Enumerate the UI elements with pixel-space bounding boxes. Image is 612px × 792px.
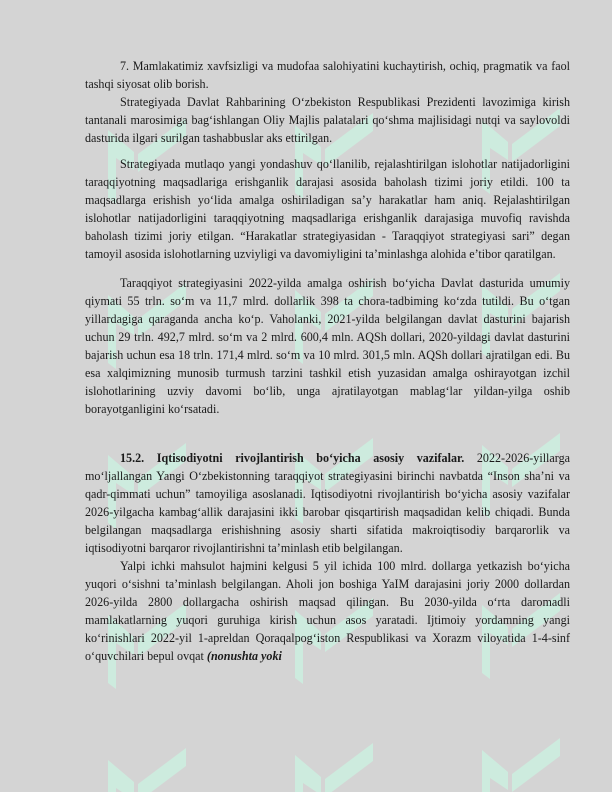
section-15-2-intro	[85, 449, 570, 557]
paragraph-state-program-2022: Taraqqiyot strategiyasini 2022-yilda amalga oshirish bo‘yicha Davlat dasturida umumiy qiymati 55 trln. so‘m va 11,7 mlrd. dollarlik 398 ta chora-tadbiming ko‘zda tutildi. Bu o‘tgan yillardagiga qaraganda ancha ko‘p. Vaholanki, 2021-yilda belgilangan davlat dasturini bajarish uchun 29 trln. 492,7 mlrd. so‘m va 2 mlrd. 600,4 mln. AQSh dollari, 2020-yildagi davlat dasturini bajarish uchun esa 18 trln. 171,4 mlrd. so‘m va 10 mlrd. 301,5 mln. AQSh dollari ajratilgan edi. Bu esa xalqimizning munosib turmush tarzini tashkil etish yuzasidan amalga oshirayotgan izchil islohotlarining uzviy davomi bo‘lib, unga ajratilayotgan mablag‘lar yildan-yilga oshib borayotganligini ko‘rsatadi.	[85, 276, 570, 416]
document-body	[85, 57, 570, 665]
paragraph-item-7: 7. Mamlakatimiz xavfsizligi va mudofaa salohiyatini kuchaytirish, ochiq, pragmatik va faol tashqi siyosat olib borish.	[85, 59, 570, 91]
paragraph-strategy-speech: Strategiyada Davlat Rahbarining O‘zbekiston Respublikasi Prezidenti lavozimiga kirish tantanali marosimiga bag‘ishlangan Oliy Majlis palatalari qo‘shma majlisidagi nutqi va saylovoldi dasturida ilgari surilgan tashabbuslar aks ettirilgan.	[85, 95, 570, 145]
paragraph-gdp-text: Yalpi ichki mahsulot hajmini kelgusi 5 yil ichida 100 mlrd. dollarga yetkazish bo‘yicha yuqori o‘sishni ta’minlash belgilangan. Aholi jon boshiga YaIM darajasini joriy 2000 dollardan 2026-yilda 2800 dollargacha oshirish maqsad qilingan. Bu 2030-yilda o‘rta daromadli mamlakatlarning yuqori guruhiga kirish uchun asos yaratadi. Ijtimoiy yordamning yangi ko‘rinishlari 2022-yil 1-apreldan Qoraqalpog‘iston Respublikasi va Xorazm viloyatida 1-4-sinf o‘quvchilari bepul ovqat	[85, 559, 570, 663]
paragraph-gdp-growth	[85, 557, 570, 665]
paragraph-new-approach: Strategiyada mutlaqo yangi yondashuv qo‘llanilib, rejalashtirilgan islohotlar natijadorligini taraqqiyotning maqsadlariga erishganlik darajasi asosida baholash tizimi joriy etildi. 100 ta maqsadlarga erishish yo‘lida amalga oshiriladigan sa’y harakatlar ham aniq. Rejalashtirilgan islohotlar natijadorligini taraqqiyotning maqsadlariga erishganlik darajasiga muvofiq ravishda baholash tizimi joriy etilgan. “Harakatlar strategiyasidan - Taraqqiyot strategiyasi sari” degan tamoyil asosida islohotlarning uzviyligi va davomiyligini ta’minlashga alohida e’tibor qaratilgan.	[85, 157, 570, 261]
paragraph-gdp-ending: (nonushta yoki	[206, 649, 282, 663]
section-heading: 15.2. Iqtisodiyotni rivojlantirish bo‘yicha asosiy vazifalar.	[120, 451, 465, 465]
section-intro-text: 2022-2026-yillarga mo‘ljallangan Yangi O‘zbekistonning taraqqiyot strategiyasini birinchi navbatda “Inson sha’ni va qadr-qimmati uchun” tamoyiliga asoslanadi. Iqtisodiyotni rivojlantirish bo‘yicha asosiy vazifalar 2026-yilgacha kambag‘allik darajasini ikki barobar qisqartirish maqsadidan kelib chiqadi. Bunda belgilangan maqsadlarga erishishning asosiy sharti sifatida makroiqtisodiy barqarorlik va iqtisodiyotni barqaror rivojlantirishni ta’minlash etib belgilangan.	[85, 451, 570, 555]
